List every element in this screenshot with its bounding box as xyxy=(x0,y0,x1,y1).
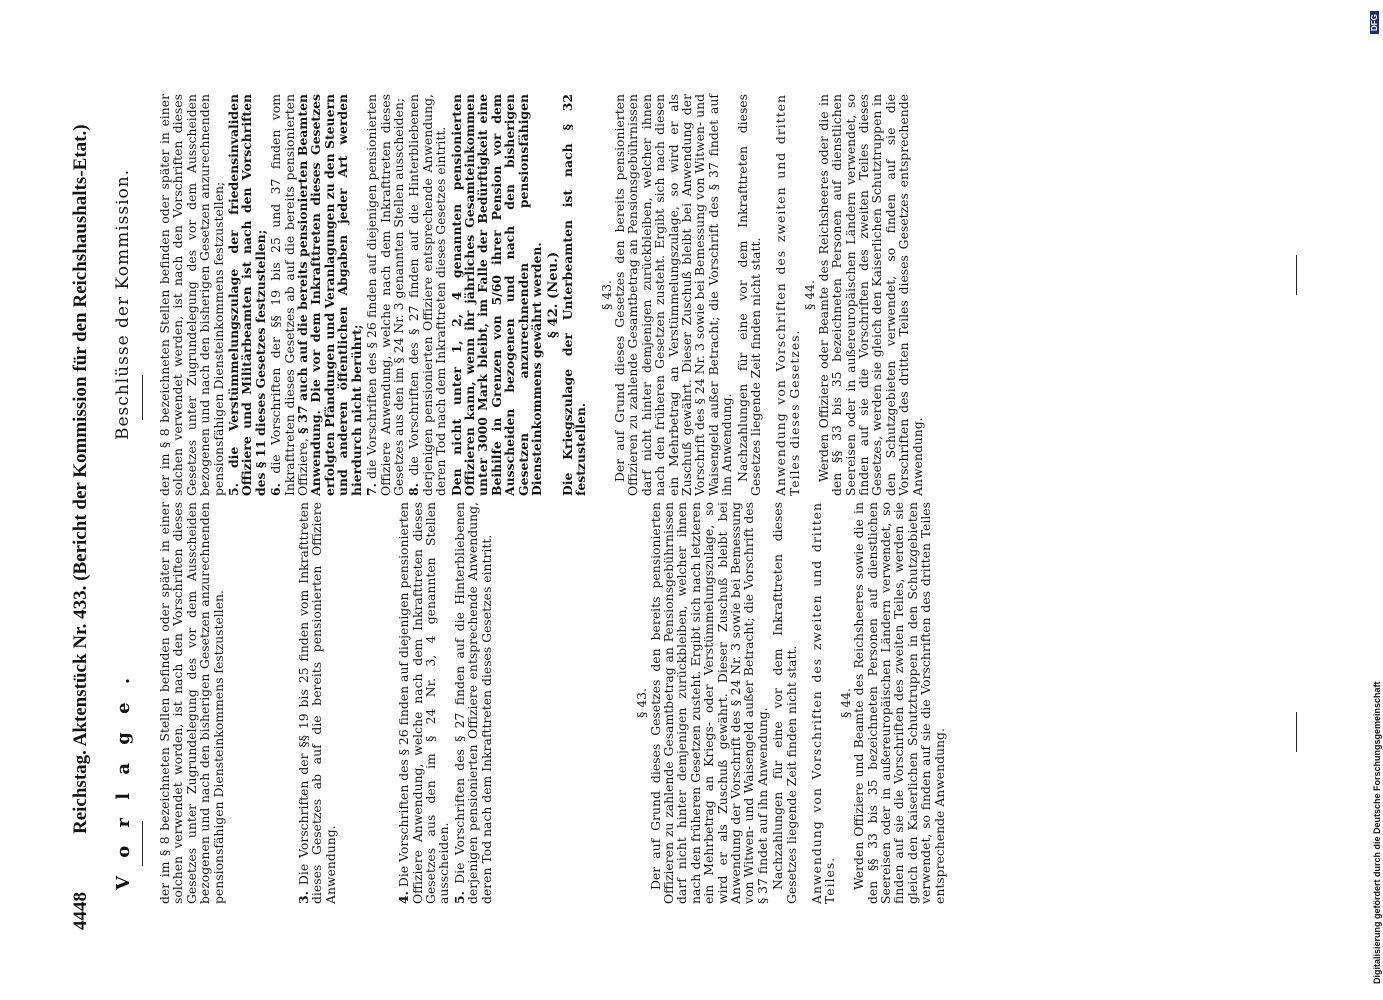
right-subheading: Anwendung von Vorschriften des zweiten und dritten Teiles dieses Gesetzes. xyxy=(773,94,802,496)
right-column-heading: Beschlüsse der Kommission. xyxy=(113,168,133,440)
right-item-5: 5. die Verstümmelungszulage der friedensinvaliden Offiziere und Militärbeamten ist nach den Vorschriften des § 11 dieses Gesetzes festzustellen; xyxy=(226,94,268,496)
right-bold-paragraph: Den nicht unter 1, 2, 4 genannten pensionierten Offizieren kann, wenn ihr jährliches Gesamteinkommen unter 3000 Mark bleibt, im Falle der Bedürftigkeit eine Beihilfe in Grenzen von 5/60 ihrer Pension vor dem Ausscheiden bezogenen und nach den bisherigen Gesetzen anzurechnenden pensionsfähigen Diensteinkommens gewährt werden. xyxy=(448,94,544,496)
right-paragraph-44: Werden Offiziere oder Beamte des Reichsheeres oder die in den §§ 33 bis 35 bezeichneten Personen auf dienstlichen Seereisen oder in außereuropäischen Ländern verwendet, so finden auf sie die Vorschriften des zweiten Teiles dieses Gesetzes, werden sie gleich den Kaiserlichen Schutztruppen in den Schutzgebieten verwendet, so finden auf sie die Vorschriften des dritten Teiles dieses Gesetzes entsprechende Anwendung. xyxy=(815,94,925,496)
left-section-43: § 43. xyxy=(634,688,650,718)
right-item-7: 7. die Vorschriften des § 26 finden auf diejenigen pensionierten Offiziere Anwendung, welche nach dem Inkrafttreten dieses Gesetzes aus den im § 24 Nr. 3 genannten Stellen ausscheiden; xyxy=(364,94,406,496)
right-item-8: 8. die Vorschriften des § 27 finden auf die Hinterbliebenen derjenigen pensionierten Offiziere entsprechende Anwendung, deren Tod nach dem Inkrafttreten dieses Gesetzes eintritt. xyxy=(406,94,449,496)
right-item-6: 6. die Vorschriften der §§ 19 bis 25 und 37 finden vom Inkrafttreten dieses Gesetzes ab auf die bereits pensionierten Offiziere, § 37 auch auf die bereits pensionierten Beamten Anwendung. Die vor dem Inkrafttreten dieses Gesetzes erfolgten Pfändungen und Veranlagungen zu den Steuern und anderen öffentlichen Abgaben jeder Art werden hierdurch nicht berührt; xyxy=(268,94,364,496)
right-section-42-text: Die Kriegszulage der Unterbeamten ist nach § 32 festzustellen. xyxy=(559,94,589,496)
left-paragraph-1: der im § 8 bezeichneten Stellen befinden oder später in einer solchen verwendet worden, ist nach den Vorschriften dieses Gesetzes unter Zugrundelegung des vor dem Ausscheiden bezogenen und nach den bisherigen Gesetzen anzurechnenden pensionsfähigen Diensteinkommens festzustellen. xyxy=(157,502,226,904)
right-section-42: § 42. (Neu.) xyxy=(546,251,562,339)
left-section-44: § 44. xyxy=(837,688,853,718)
left-item-4: 4. Die Vorschriften des § 26 finden auf diejenigen pensionierten Offiziere Anwendung, welche nach dem Inkrafttreten dieses Gesetzes aus den im § 24 Nr. 3, 4 genannten Stellen ausscheiden. xyxy=(396,502,452,904)
left-subheading: Anwendung von Vorschriften des zweiten und dritten Teiles. xyxy=(808,502,838,904)
section-rule xyxy=(1296,712,1297,752)
page-title: Reichstag. Aktenstück Nr. 433. (Bericht der Kommission für den Reichshaushalts-Etat.) xyxy=(70,124,91,834)
left-paragraph-44: Werden Offiziere und Beamte des Reichsheeres sowie die in den §§ 33 bis 35 bezeichneten Personen auf dienstlichen Seereisen oder in außereuropäischen Ländern verwendet, so finden auf sie die Vorschriften des zweiten Teiles, werden sie gleich den Kaiserlichen Schutztruppen in den Schutzgebieten verwendet, so finden auf sie die Vorschriften des dritten Teiles entsprechende Anwendung. xyxy=(851,502,947,904)
right-section-44: § 44. xyxy=(802,280,818,310)
page-number: 4448 xyxy=(70,892,91,930)
left-column-heading: V o r l a g e . xyxy=(113,671,134,890)
heading-rule xyxy=(142,821,143,866)
page-header xyxy=(62,50,102,930)
right-paragraph-43b: Nachzahlungen für eine vor dem Inkrafttreten dieses Gesetzes liegende Zeit finden nicht statt. xyxy=(734,94,764,496)
left-item-5: 5. Die Vorschriften des § 27 finden auf die Hinterbliebenen derjenigen pensionierten Offiziere entsprechende Anwendung, deren Tod nach dem Inkrafttreten dieses Gesetzes eintritt. xyxy=(451,502,494,904)
funding-note: Digitalisierung gefördert durch die Deutsche Forschungsgemeinschaft xyxy=(1372,681,1382,984)
dfg-logo: DFG xyxy=(1370,11,1379,34)
heading-rule xyxy=(142,375,143,420)
right-paragraph-43a: Der auf Grund dieses Gesetzes den bereits pensionierten Offizieren zu zahlende Gesamtbetrag an Pensionsgebührnissen darf nicht hinter demjenigen zurückbleiben, welcher ihnen nach den früheren Gesetzen zusteht. Ergibt sich nach diesen ein Mehrbetrag an Verstümmelungszulage, so wird er als Zuschuß gewährt. Dieser Zuschuß bleibt bei Anwendung der Vorschrift des § 24 Nr. 3 sowie bei Bemessung von Witwen- und Waisengeld außer Betracht; die Vorschrift des § 37 findet auf ihn Anwendung. xyxy=(612,94,735,496)
right-paragraph-1: der im § 8 bezeichneten Stellen befinden oder später in einer solchen verwendet werden, ist nach den Vorschriften dieses Gesetzes unter Zugrundelegung des vor dem Ausscheiden bezogenen und nach den bisherigen Gesetzen anzurechnenden pensionsfähigen Diensteinkommens festzustellen; xyxy=(157,94,226,496)
left-paragraph-43a: Der auf Grund dieses Gesetzes den bereits pensionierten Offizieren zu zahlende Gesamtbetrag an Pensionsgebührnissen darf nicht hinter demjenigen zurückbleiben, welcher ihnen nach den früheren Gesetzen zusteht. Ergibt sich nach letzteren ein Mehrbetrag an Kriegs- oder Verstümmelungszulage, so wird er als Zuschuß gewährt. Dieser Zuschuß bleibt bei Anwendung der Vorschrift des § 24 Nr. 3 sowie bei Bemessung von Witwen- und Waisengeld außer Betracht; die Vorschrift des § 37 findet auf ihn Anwendung. xyxy=(647,502,770,904)
right-section-43: § 43. xyxy=(598,280,614,310)
left-paragraph-43b: Nachzahlungen für eine vor dem Inkrafttreten dieses Gesetzes liegende Zeit finden nicht statt. xyxy=(770,502,799,904)
left-item-3: 3. Die Vorschriften der §§ 19 bis 25 finden vom Inkrafttreten dieses Gesetzes ab auf die bereits pensionierten Offiziere Anwendung. xyxy=(296,502,338,904)
right-column xyxy=(158,94,926,496)
section-rule xyxy=(1296,255,1297,295)
left-column xyxy=(158,502,948,904)
